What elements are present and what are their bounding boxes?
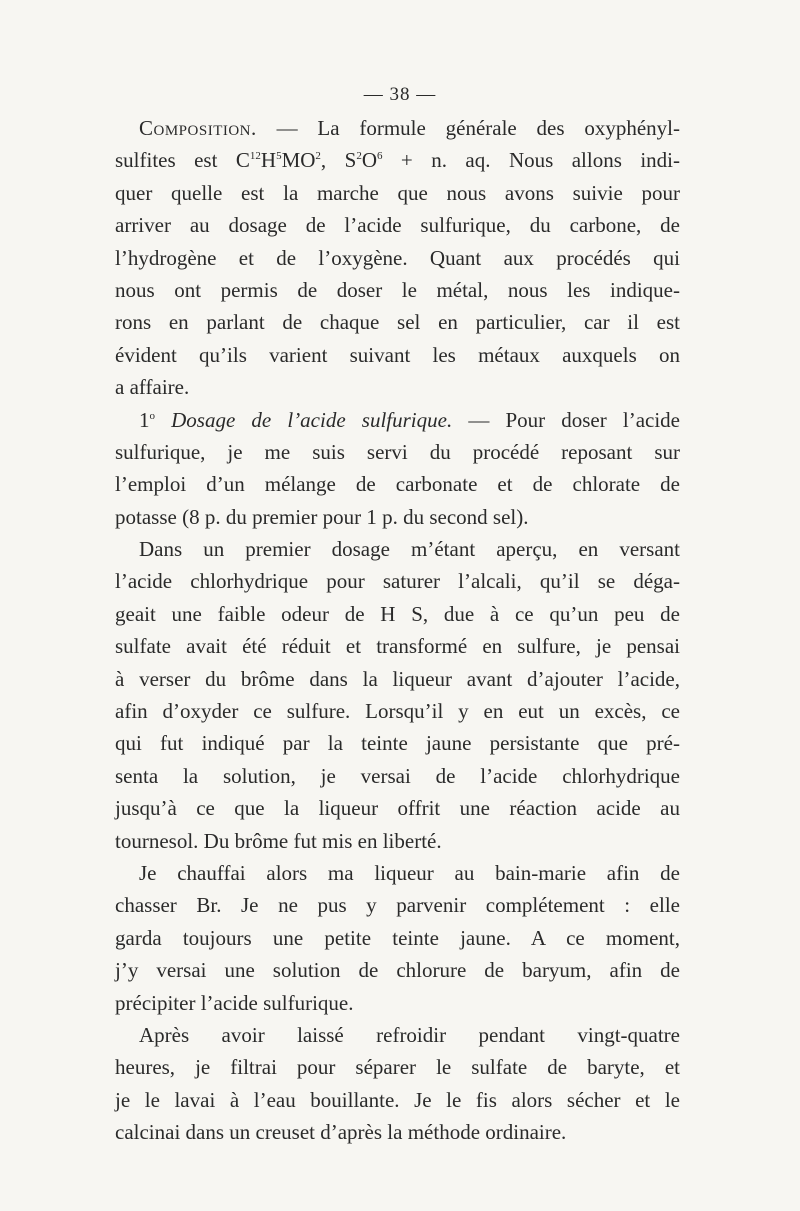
text-line: qui fut indiqué par la teinte jaune persistante que pré- [115, 731, 680, 756]
text-line: a affaire. [115, 375, 190, 400]
text-line: l’emploi d’un mélange de carbonate et de chlorate de [115, 472, 680, 497]
text-line: sulfurique, je me suis servi du procédé reposant sur [115, 439, 680, 464]
text-line: potasse (8 p. du premier pour 1 p. du second sel). [115, 504, 529, 529]
text-line: jusqu’à ce que la liqueur offrit une réaction acide au [115, 796, 680, 821]
text-line: afin d’oxyder ce sulfure. Lorsqu’il y en eut un excès, ce [115, 699, 680, 724]
text-line: chasser Br. Je ne pus y parvenir complétement : elle [115, 893, 680, 918]
text-line: senta la solution, je versai de l’acide chlorhydrique [115, 763, 680, 788]
text-line: l’acide chlorhydrique pour saturer l’alcali, qu’il se déga- [115, 569, 680, 594]
body-text [115, 112, 680, 1149]
text-line: heures, je filtrai pour séparer le sulfate de baryte, et [115, 1055, 680, 1080]
section-heading: Composition. [139, 116, 257, 140]
text-line: sulfites est $C^{12}H^5MO^2$, $S^2O^6 + n$. aq. Nous allons indi- [115, 148, 681, 173]
text-line: arriver au dosage de l’acide sulfurique, du carbone, de [115, 213, 680, 238]
text-line: 1$^o$ Dosage de l’acide sulfurique. — Pour doser l’acide [139, 407, 680, 432]
text-line: à verser du brôme dans la liqueur avant d’ajouter l’acide, [115, 666, 680, 691]
text-line: calcinai dans un creuset d’après la méthode ordinaire. [115, 1120, 567, 1145]
subsection-heading: Dosage de l’acide sulfurique. [155, 407, 453, 432]
text-line: précipiter l’acide sulfurique. [115, 990, 354, 1015]
text-line: évident qu’ils varient suivant les métaux auxquels on [115, 342, 680, 367]
text-line: sulfate avait été réduit et transformé en sulfure, je pensai [115, 634, 680, 659]
text-line: j’y versai une solution de chlorure de baryum, afin de [115, 958, 680, 983]
text-line: tournesol. Du brôme fut mis en liberté. [115, 828, 442, 853]
text-line: Dans un premier dosage m’étant aperçu, en versant [139, 537, 680, 562]
text-line: Après avoir laissé refroidir pendant vingt-quatre [139, 1022, 680, 1047]
text-line: quer quelle est la marche que nous avons suivie pour [115, 180, 680, 205]
text-line: l’hydrogène et de l’oxygène. Quant aux procédés qui [115, 245, 680, 270]
text-line: geait une faible odeur de H S, due à ce qu’un peu de [115, 601, 680, 626]
text-line: garda toujours une petite teinte jaune. A ce moment, [115, 925, 680, 950]
text-line: nous ont permis de doser le métal, nous les indique- [115, 277, 680, 302]
text-line: je le lavai à l’eau bouillante. Je le fis alors sécher et le [115, 1087, 680, 1112]
text-line: rons en parlant de chaque sel en particulier, car il est [115, 310, 680, 335]
page-number: — 38 — [363, 84, 437, 105]
text-line: Je chauffai alors ma liqueur au bain-marie afin de [139, 860, 680, 885]
text-line: Composition. — La formule générale des oxyphényl- [139, 116, 680, 140]
